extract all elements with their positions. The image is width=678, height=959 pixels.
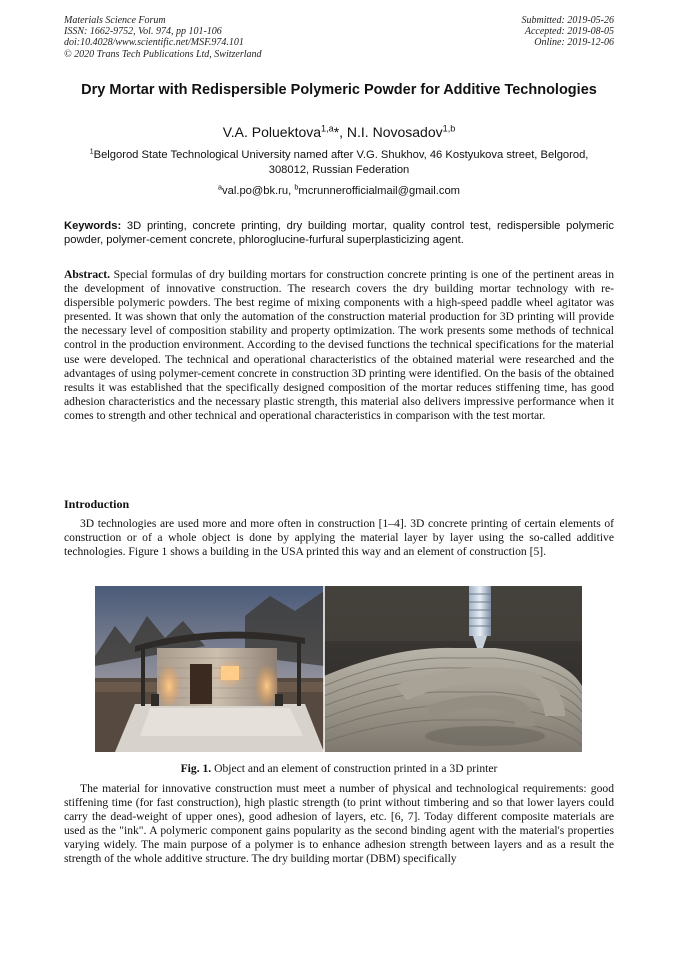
keywords-text: 3D printing, concrete printing, dry building mortar, quality control test, redispersible polymeric powder, polymer-cement concrete, phloroglucine-furfural superplasticizing agent. <box>64 220 614 246</box>
journal-name: Materials Science Forum <box>64 15 166 26</box>
author-1-affil: 1,a <box>321 123 334 134</box>
affiliation-number: 1 <box>89 146 94 156</box>
email-b[interactable]: mcrunnerofficialmail@gmail.com <box>298 185 460 197</box>
email-a-mark: a <box>217 182 223 192</box>
figure-label: Fig. 1. <box>180 762 212 775</box>
keywords-label: Keywords: <box>64 220 122 232</box>
printed-element-photo <box>324 586 582 752</box>
journal-copyright: © 2020 Trans Tech Publications Ltd, Switzerland <box>64 48 262 60</box>
paper-title: Dry Mortar with Redispersible Polymeric Powder for Additive Technologies <box>81 82 597 98</box>
author-2: N.I. Novosadov <box>346 124 443 140</box>
abstract-label: Abstract. <box>64 268 111 281</box>
journal-issn: ISSN: 1662-9752, Vol. 974, pp 101-106 <box>64 26 222 38</box>
body-paragraph: The material for innovative construction must meet a number of physical and technological requirements: good stiffening time (for fast construction), high plastic strength (to print without timbering and so that lower layers could carry the dead-weight of upper ones), good adhesion of layers, etc. [6, 7]. Today different composite materials are used as the "ink". A polymeric component gains popularity as the second binding agent with the material's properties varying widely. The main purpose of a polymer is to enhance adhesion strength between layers and as a result the strength of the whole additive structure. The dry building mortar (DBM) specifically <box>64 782 614 866</box>
introduction-paragraph: 3D technologies are used more and more often in construction [1–4]. 3D concrete printing of certain elements of construction or of a whole object is done by applying the material layer by layer using the so-called additive technologies. Figure 1 shows a building in the USA printed this way and an element of construction [5]. <box>64 517 614 559</box>
email-b-mark: b <box>294 182 299 192</box>
section-heading-introduction: Introduction <box>64 497 130 511</box>
keywords <box>64 219 614 247</box>
printed-house-photo <box>95 586 324 752</box>
submission-dates <box>522 15 615 49</box>
affiliation <box>84 148 594 178</box>
figure-1-photos <box>95 586 582 752</box>
abstract-text: Special formulas of dry building mortars for construction concrete printing is one of the pertinent areas in the development of innovative construction. The research covers the dry building mortar technology with re-dispersible polymeric powders. The best regime of mixing components with a high-speed paddle wheel agitator was presented. It was shown that only the automation of the construction material production for 3D printing will provide the necessary level of composition stability and property optimization. The work presents some methods of technical control in the production environment. According to the devised functions the technical specifications for the material use were developed. The technical and operational characteristics of the obtained material were researched and the advantages of using polymer-cement concrete in construction 3D printing were identified. On the basis of the obtained results it was established that the specifically designed composition of the mortar reduces stiffening time, has good adhesion characteristics and the necessary plastic strength, this material also delivers impressive performance when it comes to strength and other technical and operational characteristics in comparison with the test mortar. <box>64 268 614 422</box>
affiliation-text: Belgorod State Technological University named after V.G. Shukhov, 46 Kostyukova street, Belgorod, 308012, Russian Federation <box>93 149 589 176</box>
email-separator: , <box>288 185 295 197</box>
author-list <box>64 124 614 140</box>
author-separator: , <box>339 124 347 140</box>
date-submitted: Submitted: 2019-05-26 <box>521 15 614 26</box>
date-online: Online: 2019-12-06 <box>534 37 614 49</box>
author-1: V.A. Poluektova <box>222 124 322 140</box>
figure-caption-text: Object and an element of construction printed in a 3D printer <box>211 762 498 775</box>
corresponding-mark: * <box>333 124 340 140</box>
author-2-affil: 1,b <box>442 123 456 134</box>
abstract <box>64 268 614 423</box>
email-a[interactable]: val.po@bk.ru <box>222 185 289 197</box>
author-emails <box>64 182 614 197</box>
figure-1 <box>95 586 582 752</box>
figure-1-caption <box>64 762 614 775</box>
journal-header <box>64 15 262 60</box>
journal-doi: doi:10.4028/www.scientific.net/MSF.974.101 <box>64 37 244 49</box>
date-accepted: Accepted: 2019-08-05 <box>524 26 614 38</box>
